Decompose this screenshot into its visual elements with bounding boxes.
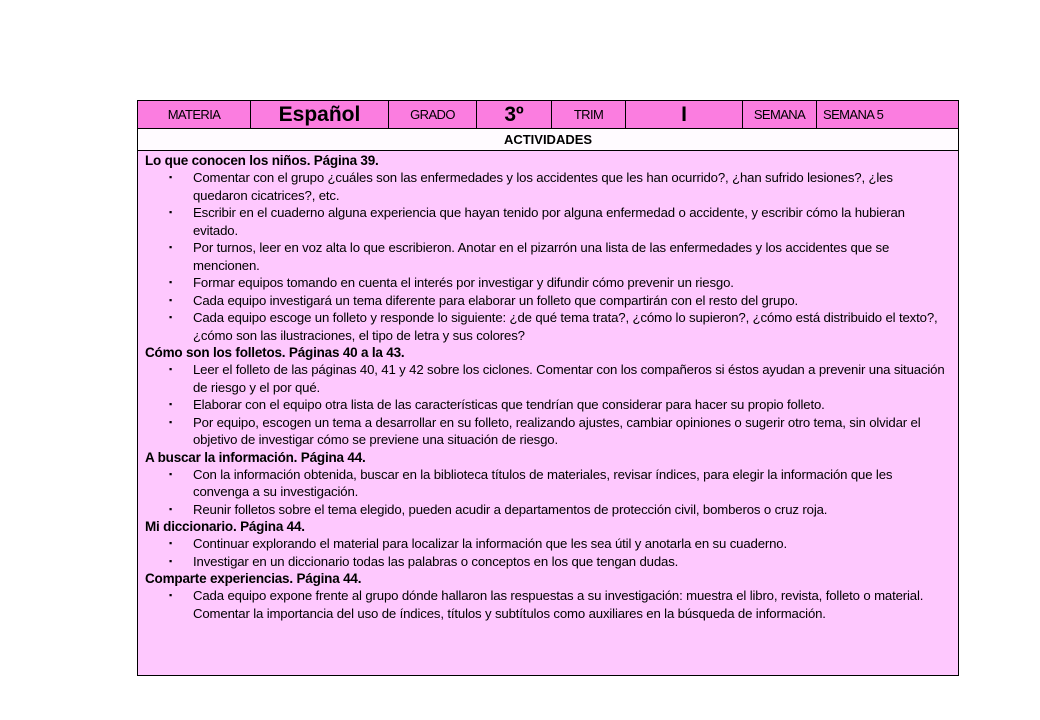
activity-item — [145, 501, 950, 519]
activity-text: Cada equipo expone frente al grupo dónde hallaron las respuestas a su investigación: muestra el libro, revista, folleto o material. Comentar la importancia del uso de índices, títulos y subtítulos como auxiliares en la búsqueda de información. — [193, 588, 924, 621]
activity-text: Por turnos, leer en voz alta lo que escribieron. Anotar en el pizarrón una lista de las enfermedades y los accidentes que se mencionen. — [193, 240, 890, 273]
activity-item — [145, 553, 950, 571]
activity-text: Reunir folletos sobre el tema elegido, pueden acudir a departamentos de protección civil, bomberos o cruz roja. — [193, 501, 828, 517]
semana-value: SEMANA 5 — [823, 107, 884, 122]
activity-item — [145, 414, 950, 449]
trim-value: I — [626, 101, 743, 128]
square-bullet-icon: ▪ — [169, 503, 173, 514]
activity-text: Continuar explorando el material para localizar la información que les sea útil y anotarla en su cuaderno. — [193, 536, 788, 551]
square-bullet-icon: ▪ — [169, 416, 173, 427]
square-bullet-icon: ▪ — [169, 538, 173, 548]
activity-text: Por equipo, escogen un tema a desarrollar en su folleto, realizando ajustes, cambiar opiniones o sugerir otro tema, sin olvidar el objetivo de investigar cómo se previene una situación de riesgo. — [193, 414, 921, 447]
activity-list — [145, 466, 950, 519]
activity-text: Cada equipo escoge un folleto y responde lo siguiente: ¿de qué tema trata?, ¿cómo lo supieron?, ¿cómo está distribuido el texto?, ¿cómo son las ilustraciones, el tipo de letra y sus colores? — [193, 310, 938, 343]
square-bullet-icon: ▪ — [169, 312, 173, 322]
activity-item — [145, 396, 950, 414]
activity-text: Escribir en el cuaderno alguna experiencia que hayan tenido por alguna enfermedad o accidente, y escribir cómo la hubieran evitado. — [193, 205, 905, 238]
square-bullet-icon: ▪ — [169, 207, 173, 217]
activity-text: Con la información obtenida, buscar en la biblioteca títulos de materiales, revisar índices, para elegir la información que les convenga a su investigación. — [193, 466, 893, 499]
section-title: Mi diccionario. Página 44. — [145, 519, 305, 534]
activity-item — [145, 587, 950, 622]
square-bullet-icon: ▪ — [169, 242, 173, 252]
activity-text: Elaborar con el equipo otra lista de las características que tendrían que considerar para hacer su propio folleto. — [193, 397, 825, 412]
semana-label: SEMANA — [743, 101, 817, 128]
activity-list — [145, 535, 950, 570]
activity-item — [145, 239, 950, 274]
header-row — [138, 101, 958, 129]
activity-text: Comentar con el grupo ¿cuáles son las enfermedades y los accidentes que les han ocurrido?, ¿han sufrido lesiones?, ¿les quedaron cicatrices?, etc. — [193, 170, 893, 203]
activity-text: Formar equipos tomando en cuenta el interés por investigar y difundir cómo prevenir un riesgo. — [193, 275, 734, 290]
section-title: Lo que conocen los niños. Página 39. — [145, 153, 379, 168]
square-bullet-icon: ▪ — [169, 468, 173, 479]
activity-item — [145, 204, 950, 239]
square-bullet-icon: ▪ — [169, 172, 173, 182]
activity-text: Cada equipo investigará un tema diferente para elaborar un folleto que compartirán con el resto del grupo. — [193, 292, 799, 308]
grado-value: 3º — [477, 101, 552, 128]
section-title: A buscar la información. Página 44. — [145, 449, 366, 465]
materia-label: MATERIA — [138, 101, 251, 128]
section-title: Comparte experiencias. Página 44. — [145, 571, 362, 586]
activity-text: Leer el folleto de las páginas 40, 41 y 42 sobre los ciclones. Comentar con los compañeros si éstos ayudan a prevenir una situación de riesgo y el por qué. — [193, 362, 945, 395]
materia-value: Español — [251, 101, 389, 128]
square-bullet-icon: ▪ — [169, 555, 173, 566]
activity-item — [145, 466, 950, 501]
activity-item — [145, 535, 950, 553]
trim-label: TRIM — [552, 101, 626, 128]
activities-content — [138, 151, 958, 622]
square-bullet-icon: ▪ — [169, 590, 173, 600]
square-bullet-icon: ▪ — [169, 277, 173, 287]
activity-text: Investigar en un diccionario todas las palabras o conceptos en los que tengan dudas. — [193, 553, 679, 569]
activity-item — [145, 169, 950, 204]
activity-list — [145, 587, 950, 622]
activity-list — [145, 361, 950, 449]
activity-list — [145, 169, 950, 344]
activity-item — [145, 309, 950, 344]
lesson-plan-table — [137, 100, 959, 676]
square-bullet-icon: ▪ — [169, 399, 173, 409]
grado-label: GRADO — [389, 101, 477, 128]
activities-title: ACTIVIDADES — [138, 129, 958, 151]
activity-item — [145, 292, 950, 310]
activity-item — [145, 361, 950, 396]
square-bullet-icon: ▪ — [169, 364, 173, 374]
section-title: Cómo son los folletos. Páginas 40 a la 43. — [145, 345, 405, 360]
activity-item — [145, 274, 950, 292]
square-bullet-icon: ▪ — [169, 294, 173, 305]
